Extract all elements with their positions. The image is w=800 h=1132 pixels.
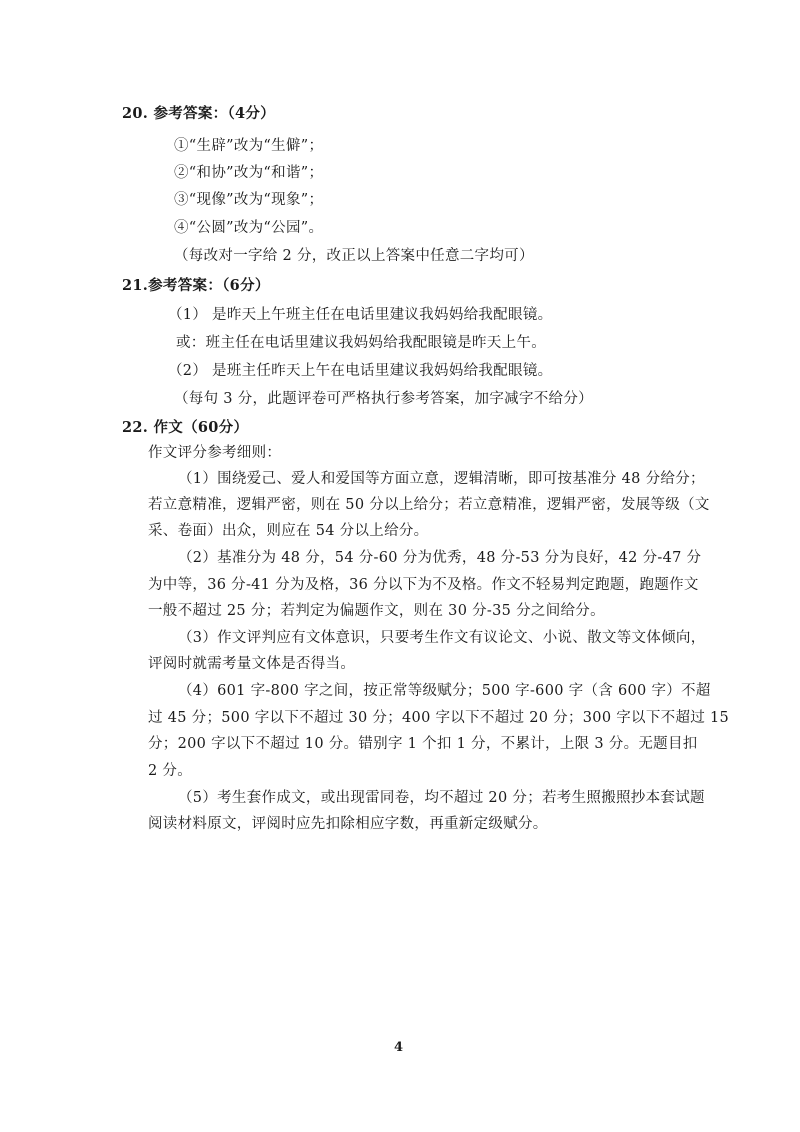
q22-line: （4）601 字-800 字之间，按正常等级赋分；500 字-600 字（含 600 字）不超 bbox=[178, 683, 711, 699]
q22-line: 2 分。 bbox=[148, 763, 193, 779]
q20-note: （每改对一字给 2 分，改正以上答案中任意二字均可） bbox=[174, 248, 534, 264]
q22-line: 为中等，36 分-41 分为及格，36 分以下为不及格。作文不轻易判定跑题，跑题作文 bbox=[148, 577, 699, 593]
q20-item-1: ①“生辟”改为“生僻”； bbox=[174, 138, 324, 154]
page-number: 4 bbox=[394, 1040, 404, 1055]
q20-title: 20. 参考答案：（4分） bbox=[122, 105, 276, 122]
q22-line: 分；200 字以下不超过 10 分。错别字 1 个扣 1 分，不累计，上限 3 分。无题目扣 bbox=[148, 736, 698, 752]
q22-line: 阅读材料原文，评阅时应先扣除相应字数，再重新定级赋分。 bbox=[148, 816, 548, 832]
q22-subtitle: 作文评分参考细则： bbox=[148, 445, 282, 461]
q22-line: 过 45 分；500 字以下不超过 30 分；400 字以下不超过 20 分；300 字以下不超过 15 bbox=[148, 710, 730, 726]
q21-note: （每句 3 分，此题评卷可严格执行参考答案，加字减字不给分） bbox=[174, 391, 593, 407]
q22-line: 评阅时就需考量文体是否得当。 bbox=[148, 656, 356, 672]
q20-item-4: ④“公圆”改为“公园”。 bbox=[174, 220, 324, 236]
q22-line: 一般不超过 25 分；若判定为偏题作文，则在 30 分-35 分之间给分。 bbox=[148, 603, 605, 619]
q20-item-2: ②“和协”改为“和谐”； bbox=[174, 165, 324, 181]
q22-line: 若立意精准，逻辑严密，则在 50 分以上给分；若立意精准，逻辑严密，发展等级（文 bbox=[148, 497, 710, 513]
q21-answer-2: （2） 是班主任昨天上午在电话里建议我妈妈给我配眼镜。 bbox=[168, 363, 553, 379]
q22-line: （2）基准分为 48 分，54 分-60 分为优秀，48 分-53 分为良好，42 分-47 分 bbox=[178, 550, 702, 566]
q22-line: （3）作文评判应有文体意识，只要考生作文有议论文、小说、散文等文体倾向， bbox=[178, 630, 706, 646]
q21-answer-alt: 或：班主任在电话里建议我妈妈给我配眼镜是昨天上午。 bbox=[176, 335, 546, 351]
q22-line: 采、卷面）出众，则应在 54 分以上给分。 bbox=[148, 523, 429, 539]
q22-line: （1）围绕爱己、爱人和爱国等方面立意，逻辑清晰，即可按基准分 48 分给分； bbox=[178, 471, 705, 487]
q20-item-3: ③“现像”改为“现象”； bbox=[174, 192, 324, 208]
q21-answer-1: （1） 是昨天上午班主任在电话里建议我妈妈给我配眼镜。 bbox=[168, 307, 553, 323]
q21-title: 21.参考答案：（6分） bbox=[122, 277, 270, 294]
q22-title: 22. 作文（60分） bbox=[122, 419, 249, 436]
q22-line: （5）考生套作成文，或出现雷同卷，均不超过 20 分；若考生照搬照抄本套试题 bbox=[178, 790, 705, 806]
